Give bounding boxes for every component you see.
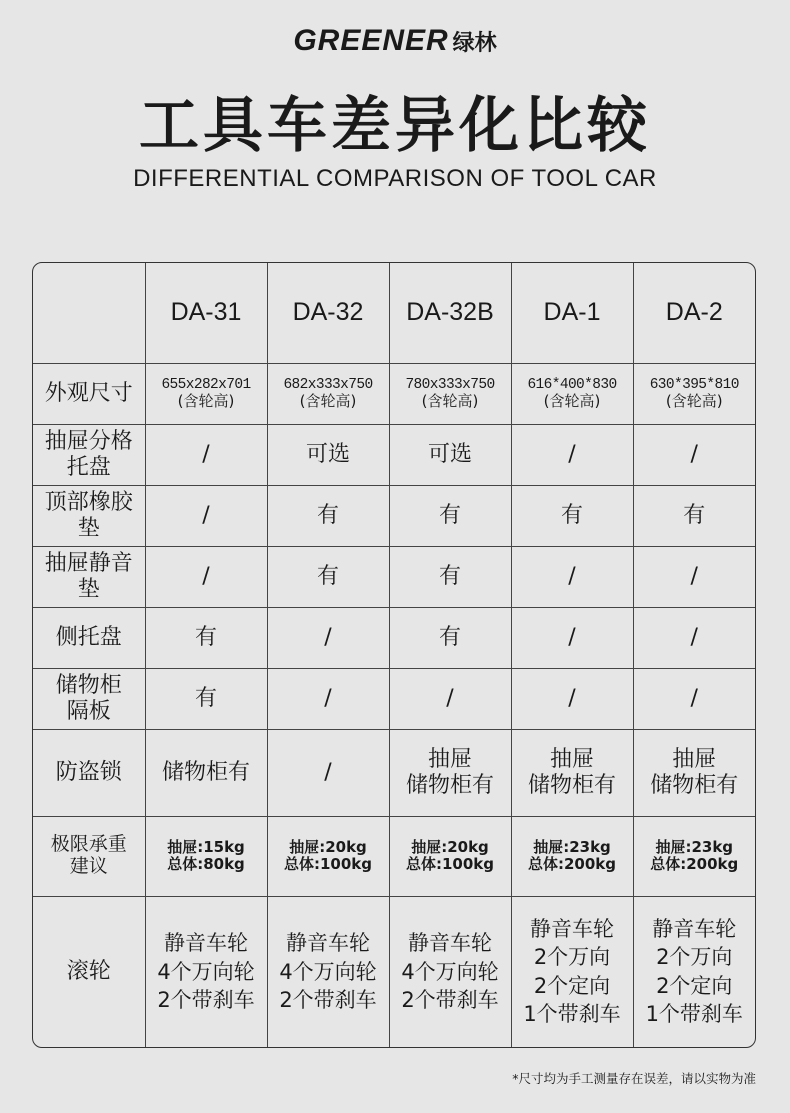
cell-line: 储物柜有: [527, 772, 616, 798]
table-cell: 有: [145, 668, 267, 729]
brand-name-cn: 绿林: [452, 31, 497, 56]
row-label-line: 隔板: [66, 698, 111, 724]
cell-line: 1个带刹车: [523, 1002, 621, 1027]
dimension-note: (含轮高): [421, 392, 479, 411]
row-label-line: 垫: [77, 576, 100, 602]
table-cell: [145, 896, 267, 1047]
table-cell: 有: [267, 546, 389, 607]
table-cell: [389, 816, 511, 896]
cell-line: 总体:80kg: [167, 855, 245, 873]
table-cell: [633, 729, 755, 816]
table-cell: 有: [389, 546, 511, 607]
table-cell: 有: [267, 485, 389, 546]
table-row-rubber: [33, 485, 755, 546]
dimension-value: 655x282x701: [161, 376, 251, 393]
cell-line: 抽屉: [549, 747, 594, 773]
row-label-line: 垫: [77, 515, 100, 541]
table-cell: /: [145, 424, 267, 485]
cell-line: 2个定向: [533, 973, 611, 998]
dimension-note: (含轮高): [543, 392, 601, 411]
model-header: DA-32: [267, 263, 389, 363]
cell-line: 总体:200kg: [650, 855, 739, 873]
table-cell: [633, 816, 755, 896]
table-cell: 有: [511, 485, 633, 546]
row-label: [33, 485, 145, 546]
cell-line: 2个定向: [656, 973, 733, 998]
cell-line: 总体:100kg: [405, 855, 495, 873]
table-cell: /: [511, 607, 633, 668]
row-label-line: 顶部橡胶: [44, 490, 133, 516]
row-label: 滚轮: [33, 896, 145, 1047]
table-cell: 有: [145, 607, 267, 668]
table-cell: [511, 896, 633, 1047]
table-cell: /: [633, 668, 755, 729]
cell-line: 2个万向: [656, 945, 733, 970]
cell-line: 静音车轮: [408, 931, 492, 956]
table-cell: /: [633, 607, 755, 668]
size-cell: [145, 363, 267, 424]
cell-line: 2个万向: [533, 945, 611, 970]
row-label: [33, 424, 145, 485]
table-cell: /: [511, 424, 633, 485]
cell-line: 储物柜有: [161, 759, 250, 785]
table-cell: /: [145, 546, 267, 607]
cell-line: 2个带刹车: [279, 987, 377, 1012]
table-cell: 可选: [389, 424, 511, 485]
cell-line: 2个带刹车: [157, 987, 255, 1012]
row-label: [33, 668, 145, 729]
comparison-table: [32, 262, 756, 1048]
page-subtitle: DIFFERENTIAL COMPARISON OF TOOL CAR: [133, 165, 657, 192]
row-label-line: 抽屉静音: [44, 551, 133, 577]
dimension-value: 616*400*830: [527, 376, 617, 393]
dimension-value: 630*395*810: [649, 376, 739, 393]
cell-line: 静音车轮: [164, 931, 248, 956]
row-label: 侧托盘: [33, 607, 145, 668]
dimension-note: (含轮高): [665, 392, 723, 411]
cell-line: 4个万向轮: [279, 959, 377, 984]
cell-line: 总体:100kg: [283, 855, 373, 873]
table-cell: [389, 896, 511, 1047]
table-row-load: [33, 816, 755, 896]
table-cell: [267, 816, 389, 896]
dimension-value: 780x333x750: [405, 376, 495, 393]
cell-line: 抽屉:20kg: [411, 837, 489, 856]
table-cell: [145, 729, 267, 816]
table-cell: 有: [389, 485, 511, 546]
size-cell: [267, 363, 389, 424]
table-row-silent: [33, 546, 755, 607]
row-label-line: 极限承重: [50, 833, 127, 856]
row-label-line: 建议: [69, 855, 108, 877]
row-label: [33, 546, 145, 607]
cell-line: 静音车轮: [530, 917, 614, 942]
size-cell: [633, 363, 755, 424]
size-cell: [389, 363, 511, 424]
cell-line: 抽屉: [672, 747, 717, 773]
cell-line: 抽屉: [427, 747, 472, 773]
brand-logo: [0, 24, 790, 58]
cell-line: 抽屉:23kg: [655, 837, 734, 856]
header-row: [33, 263, 755, 363]
table-cell: [267, 896, 389, 1047]
page-title: 工具车差异化比较: [139, 91, 651, 161]
table-row-wheel: [33, 896, 755, 1047]
cell-line: 静音车轮: [652, 917, 737, 942]
table-row-partition: [33, 668, 755, 729]
table-row-size: [33, 363, 755, 424]
table-cell: /: [389, 668, 511, 729]
cell-line: /: [324, 759, 332, 785]
table-cell: 有: [633, 485, 755, 546]
cell-line: 1个带刹车: [645, 1002, 743, 1027]
row-label: 外观尺寸: [33, 363, 145, 424]
disclaimer-note: *尺寸均为手工测量存在误差，请以实物为准: [512, 1071, 756, 1086]
brand-name-en: GREENER: [293, 24, 449, 57]
row-label-line: 托盘: [66, 454, 111, 480]
table-cell: 可选: [267, 424, 389, 485]
table-cell: 有: [389, 607, 511, 668]
table-cell: /: [633, 424, 755, 485]
table-cell: [145, 816, 267, 896]
model-header: DA-1: [511, 263, 633, 363]
table-cell: [511, 729, 633, 816]
cell-line: 储物柜有: [650, 772, 739, 798]
size-cell: [511, 363, 633, 424]
cell-line: 4个万向轮: [401, 959, 499, 984]
table-cell: [389, 729, 511, 816]
cell-line: 总体:200kg: [527, 855, 617, 873]
cell-line: 抽屉:23kg: [533, 837, 611, 856]
model-header: DA-31: [145, 263, 267, 363]
row-label-line: 储物柜: [55, 673, 122, 699]
row-label-line: 抽屉分格: [44, 429, 133, 455]
table-cell: /: [267, 668, 389, 729]
table-cell: /: [633, 546, 755, 607]
table-cell: [633, 896, 755, 1047]
cell-line: 静音车轮: [286, 931, 370, 956]
row-label: 防盗锁: [33, 729, 145, 816]
table-cell: [511, 816, 633, 896]
dimension-value: 682x333x750: [283, 376, 373, 393]
cell-line: 抽屉:20kg: [289, 837, 367, 856]
cell-line: 储物柜有: [405, 772, 494, 798]
table-cell: [267, 729, 389, 816]
cell-line: 抽屉:15kg: [167, 837, 245, 856]
model-header: DA-32B: [389, 263, 511, 363]
cell-line: 4个万向轮: [157, 959, 255, 984]
dimension-note: (含轮高): [177, 392, 235, 411]
row-label: [33, 816, 145, 896]
table-row-side: [33, 607, 755, 668]
table-cell: /: [145, 485, 267, 546]
table-cell: /: [511, 668, 633, 729]
table-cell: /: [267, 607, 389, 668]
corner-cell: [33, 263, 145, 363]
table-row-tray: [33, 424, 755, 485]
table-cell: /: [511, 546, 633, 607]
table-row-lock: [33, 729, 755, 816]
cell-line: 2个带刹车: [401, 987, 499, 1012]
dimension-note: (含轮高): [299, 392, 357, 411]
model-header: DA-2: [633, 263, 755, 363]
